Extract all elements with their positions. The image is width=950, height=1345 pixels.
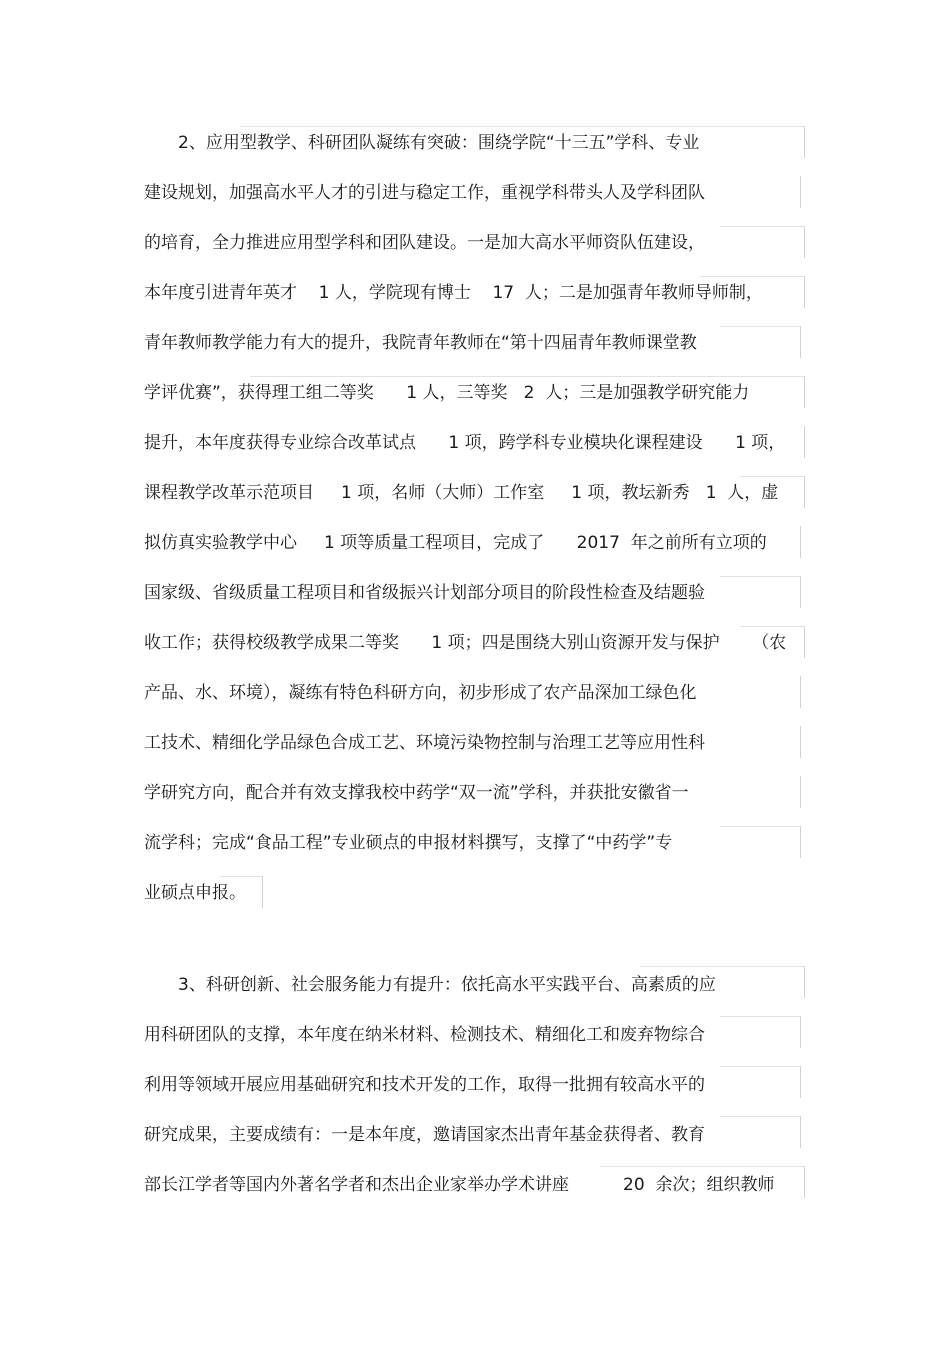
paragraph-line: 流学科；完成“食品工程”专业硕点的申报材料撰写，支撑了“中药学”专 — [144, 833, 673, 853]
line-rule — [720, 1066, 800, 1067]
paragraph-line: 3、科研创新、社会服务能力有提升：依托高水平实践平台、高素质的应 — [178, 975, 716, 995]
paragraph-line: 提升，本年度获得专业综合改革试点 1 项，跨学科专业模块化课程建设 1 项， — [144, 433, 786, 453]
paragraph-line: 工技术、精细化学品绿色合成工艺、环境污染物控制与治理工艺等应用性科 — [144, 733, 705, 753]
line-rule — [720, 826, 800, 827]
line-rule — [250, 376, 804, 377]
line-rule — [220, 876, 262, 877]
line-rule — [740, 626, 804, 627]
line-rule — [240, 126, 805, 127]
paragraph-line: 利用等领域开展应用基础研究和技术开发的工作，取得一批拥有较高水平的 — [144, 1075, 705, 1095]
paragraph-line: 国家级、省级质量工程项目和省级振兴计划部分项目的阶段性检查及结题验 — [144, 583, 705, 603]
line-tick — [800, 676, 801, 708]
line-rule — [720, 1016, 800, 1017]
line-rule — [720, 226, 804, 227]
paragraph-line: 本年度引进青年英才 1 人，学院现有博士 17 人；二是加强青年教师导师制， — [144, 283, 763, 303]
line-tick — [804, 966, 805, 998]
paragraph-line: 的培育，全力推进应用型学科和团队建设。一是加大高水平师资队伍建设， — [144, 233, 705, 253]
paragraph-line: 课程教学改革示范项目 1 项，名师（大师）工作室 1 项，教坛新秀 1 人，虚 — [144, 483, 779, 503]
paragraph-line: 学评优赛”，获得理工组二等奖 1 人，三等奖 2 人；三是加强教学研究能力 — [144, 383, 750, 403]
line-tick — [804, 126, 805, 158]
paragraph-line: 学研究方向，配合并有效支撑我校中药学“双一流”学科，并获批安徽省一 — [144, 783, 689, 803]
line-rule — [600, 1166, 804, 1167]
line-tick — [800, 526, 801, 558]
line-tick — [804, 276, 805, 308]
line-tick — [804, 626, 805, 658]
line-rule — [720, 576, 800, 577]
line-rule — [740, 476, 804, 477]
line-tick — [800, 826, 801, 858]
paragraph-line: 业硕点申报。 — [144, 883, 246, 903]
line-tick — [804, 476, 805, 508]
paragraph-line: 拟仿真实验教学中心 1 项等质量工程项目，完成了 2017 年之前所有立项的 — [144, 533, 767, 553]
line-tick — [800, 776, 801, 808]
line-rule — [640, 966, 804, 967]
line-tick — [800, 176, 801, 208]
line-tick — [804, 376, 805, 408]
paragraph-line: 产品、水、环境），凝练有特色科研方向，初步形成了农产品深加工绿色化 — [144, 683, 697, 703]
line-tick — [262, 876, 263, 908]
line-rule — [700, 276, 804, 277]
paragraph-line: 2、应用型教学、科研团队凝练有突破：围绕学院“十三五”学科、专业 — [178, 133, 700, 153]
paragraph-line: 建设规划，加强高水平人才的引进与稳定工作，重视学科带头人及学科团队 — [144, 183, 705, 203]
paragraph-line: 收工作；获得校级教学成果二等奖 1 项；四是围绕大别山资源开发与保护 （农 — [144, 633, 787, 653]
line-tick — [804, 1166, 805, 1198]
line-tick — [804, 426, 805, 458]
line-tick — [800, 326, 801, 358]
line-tick — [800, 576, 801, 608]
line-tick — [800, 1066, 801, 1098]
paragraph-line: 青年教师教学能力有大的提升，我院青年教师在“第十四届青年教师课堂教 — [144, 333, 697, 353]
paragraph-line: 用科研团队的支撑，本年度在纳米材料、检测技术、精细化工和废弃物综合 — [144, 1025, 705, 1045]
line-tick — [804, 226, 805, 258]
line-tick — [800, 1116, 801, 1148]
line-rule — [720, 326, 800, 327]
line-rule — [720, 1116, 800, 1117]
paragraph-line: 部长江学者等国内外著名学者和杰出企业家举办学术讲座 20 余次；组织教师 — [144, 1175, 775, 1195]
line-tick — [800, 726, 801, 758]
paragraph-line: 研究成果，主要成绩有：一是本年度，邀请国家杰出青年基金获得者、教育 — [144, 1125, 705, 1145]
line-tick — [800, 1016, 801, 1048]
